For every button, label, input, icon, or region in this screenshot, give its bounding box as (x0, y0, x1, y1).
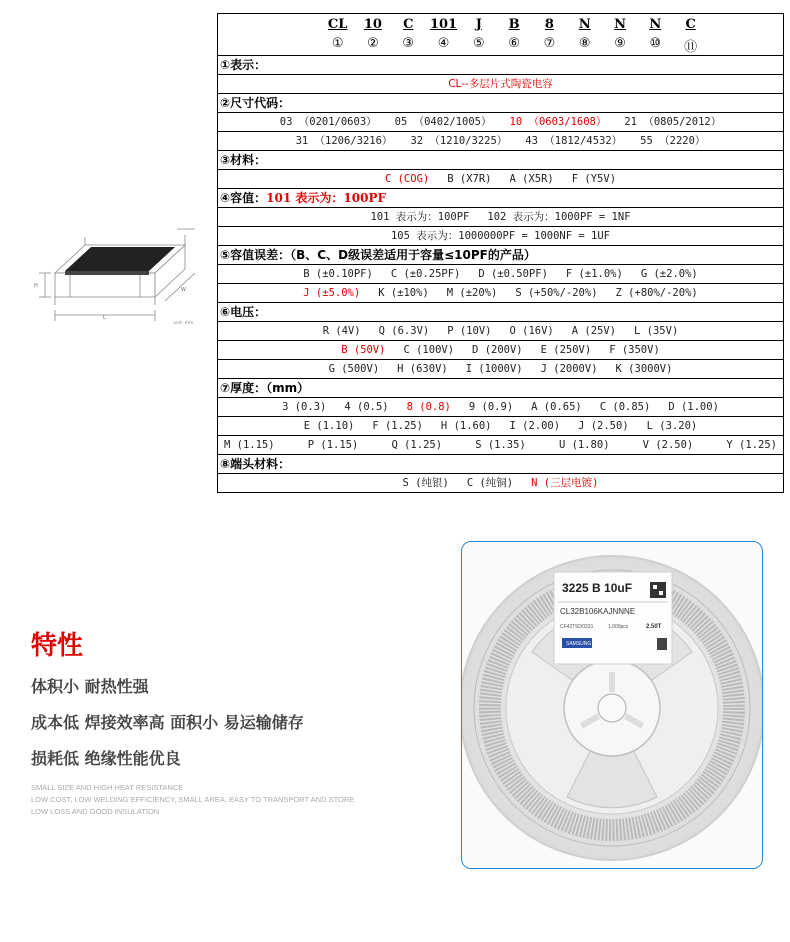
tolerance-option: F (±1.0%) (565, 267, 623, 280)
unit-label: unit: mm (173, 321, 194, 326)
thickness-option: V (2.50) (642, 438, 694, 451)
thickness-option: Y (1.25) (726, 438, 777, 451)
voltage-option: Q (6.3V) (378, 324, 430, 337)
code-number: ⑧ (578, 35, 591, 51)
material-option: F (Y5V) (571, 172, 617, 185)
feature-english: SMALL SIZE AND HIGH HEAT RESISTANCE (31, 783, 184, 792)
reel-label-title: 3225 B 10uF (562, 581, 633, 595)
tape-reel-photo (461, 541, 763, 869)
svg-text:L: L (103, 315, 106, 321)
feature-line: 体积小 耐热性强 (31, 677, 149, 696)
size-option: 55 （2220） (640, 135, 706, 147)
termination-option: C (纯铜) (466, 477, 514, 489)
voltage-option: O (16V) (509, 324, 554, 337)
code-number: ① (331, 35, 344, 51)
qr-code-icon (650, 582, 666, 598)
code-number: ⑨ (614, 35, 626, 51)
voltage-option: A (25V) (571, 324, 617, 337)
capacitance-example: 101 表示为：100PF (370, 211, 470, 223)
thickness-option: F (1.25) (372, 419, 423, 432)
size-option: 05 （0402/1005） (394, 116, 492, 128)
size-option: 03 （0201/0603） (279, 116, 377, 128)
tolerance-row-1 (220, 268, 781, 280)
chip-capacitor-drawing (25, 215, 210, 335)
thickness-option: L (3.20) (646, 419, 698, 432)
thickness-option: J (2.50) (578, 419, 629, 432)
reel-label-part: CL32B106KAJNNNE (560, 607, 636, 616)
thickness-option: D (1.00) (668, 400, 719, 413)
tolerance-row-2 (220, 287, 781, 299)
voltage-option-selected: B (50V) (341, 343, 386, 356)
section-1-header (218, 55, 784, 74)
tolerance-option: D (±0.50PF) (478, 267, 548, 280)
voltage-option: G (500V) (328, 362, 380, 375)
code-part: 8 (544, 17, 554, 33)
material-option-selected: C (COG) (384, 172, 430, 185)
voltage-option: E (250V) (540, 343, 592, 356)
size-row-1 (220, 114, 781, 129)
reel-illustration (462, 542, 762, 868)
capacitance-example: 102 表示为：1000PF = 1NF (487, 211, 631, 223)
code-row (218, 14, 784, 36)
thickness-row-2 (220, 420, 781, 432)
code-part: N (578, 17, 591, 33)
code-part: J (475, 17, 482, 33)
thickness-option: Q (1.25) (391, 438, 443, 451)
termination-option: S (纯银) (402, 477, 449, 489)
code-number: ⑪ (684, 39, 698, 55)
part-number-spec-table (217, 13, 784, 493)
voltage-row-2 (220, 344, 781, 356)
tolerance-option: K (±10%) (378, 286, 429, 299)
feature-line: 成本低 焊接效率高 面积小 易运输储存 (31, 713, 304, 732)
section-header: ①表示： (218, 55, 784, 74)
feature-english: LOW LOSS AND GOOD INSULATION (31, 807, 160, 816)
voltage-option: J (2000V) (540, 362, 598, 375)
section-header: ②尺寸代码： (218, 93, 784, 112)
capacitance-row-2 (220, 228, 781, 243)
thickness-option: I (2.00) (509, 419, 561, 432)
voltage-option: I (1000V) (465, 362, 523, 375)
code-part: B (508, 17, 520, 33)
thickness-option: C (0.85) (599, 400, 651, 413)
section-header: ⑤容值误差：（B、C、D级误差适用于容量≤10PF的产品） (218, 245, 784, 264)
tolerance-option-selected: J (±5.0%) (303, 286, 361, 299)
size-option: 31 （1206/3216） (295, 135, 393, 147)
thickness-option: M (1.15) (224, 438, 275, 451)
thickness-option: A (0.65) (531, 400, 582, 413)
section-header-prefix: ④容值： (220, 191, 267, 205)
capacitance-example: 105 表示为：1000000PF = 1000NF = 1UF (390, 230, 610, 242)
code-number: ⑦ (543, 35, 556, 51)
voltage-option: K (3000V) (615, 362, 673, 375)
size-option: 43 （1812/4532） (525, 135, 623, 147)
section-header (218, 188, 784, 207)
code-parts (220, 17, 781, 32)
features-title: 特性 (31, 631, 84, 661)
tolerance-option: B (±0.10PF) (303, 267, 373, 280)
material-row (220, 173, 781, 185)
tolerance-option: C (±0.25PF) (390, 267, 461, 280)
section-header: ⑥电压： (218, 302, 784, 321)
code-number: ⑩ (649, 35, 662, 51)
code-number: ⑤ (473, 35, 485, 51)
features-block (31, 625, 411, 818)
code-part: N (649, 17, 662, 33)
code-part: CL (327, 17, 348, 33)
voltage-option: R (4V) (322, 324, 361, 337)
section-header: ⑦厚度：（mm） (218, 378, 784, 397)
termination-option-selected: N (三层电镀) (531, 477, 599, 489)
svg-text:H: H (34, 283, 38, 289)
size-row-2 (220, 133, 781, 148)
reel-label-thickness: 2.50T (646, 624, 662, 630)
voltage-option: C (100V) (403, 343, 455, 356)
voltage-option: F (350V) (609, 343, 660, 356)
tolerance-option: S (+50%/-20%) (515, 286, 598, 299)
code-part: 10 (363, 17, 382, 33)
voltage-row-3 (220, 363, 781, 375)
voltage-row-1 (220, 325, 781, 337)
thickness-option-selected: 8 (0.8) (406, 400, 451, 413)
voltage-option: L (35V) (634, 324, 679, 337)
thickness-option: 4 (0.5) (344, 400, 389, 413)
code-part: C (685, 17, 696, 33)
termination-row (220, 475, 781, 490)
thickness-option: U (1.80) (558, 438, 610, 451)
series-value: CL--多层片式陶瓷电容 (448, 78, 553, 90)
code-number: ③ (402, 35, 415, 51)
code-part: 101 (429, 17, 458, 33)
thickness-row-1 (220, 401, 781, 413)
voltage-option: H (630V) (397, 362, 448, 375)
reel-label-lot: CF42T92/0231 (560, 624, 594, 630)
thickness-option: H (1.60) (440, 419, 492, 432)
tolerance-option: Z (+80%/-20%) (615, 286, 698, 299)
samsung-logo-text: SAMSUNG (566, 641, 592, 647)
size-option: 32 （1210/3225） (410, 135, 508, 147)
number-row (218, 36, 784, 56)
reel-label-qty: 1,000pcs (608, 624, 629, 630)
voltage-option: D (200V) (472, 343, 523, 356)
size-option: 21 （0805/2012） (624, 116, 722, 128)
voltage-option: P (10V) (447, 324, 492, 337)
code-number: ④ (437, 35, 450, 51)
thickness-option: 3 (0.3) (282, 400, 327, 413)
section-header: ⑧端头材料： (218, 454, 784, 473)
code-number: ⑥ (508, 35, 520, 51)
code-part: C (403, 17, 414, 33)
thickness-row-3 (220, 439, 781, 451)
thickness-option: S (1.35) (475, 438, 526, 451)
tolerance-option: M (±20%) (446, 286, 498, 299)
code-part: N (614, 17, 626, 33)
size-option-selected: 10 （0603/1608） (509, 116, 607, 128)
thickness-option: P (1.15) (307, 438, 359, 451)
svg-text:W: W (181, 287, 186, 293)
thickness-option: E (1.10) (303, 419, 355, 432)
capacitance-row-1 (220, 209, 781, 224)
material-option: A (X5R) (509, 172, 554, 185)
thickness-option: 9 (0.9) (468, 400, 514, 413)
tolerance-option: G (±2.0%) (640, 267, 698, 280)
section-header: ③材料： (218, 150, 784, 169)
feature-line: 损耗低 绝缘性能优良 (31, 749, 181, 768)
section-header-highlight: 101 表示为：100PF (266, 191, 386, 205)
code-numbers (220, 36, 781, 55)
material-option: B (X7R) (447, 172, 492, 185)
code-number: ② (367, 35, 379, 51)
feature-english: LOW COST, LOW WELDING EFFICIENCY, SMALL AREA, EASY TO TRANSPORT AND STORE (31, 795, 355, 804)
